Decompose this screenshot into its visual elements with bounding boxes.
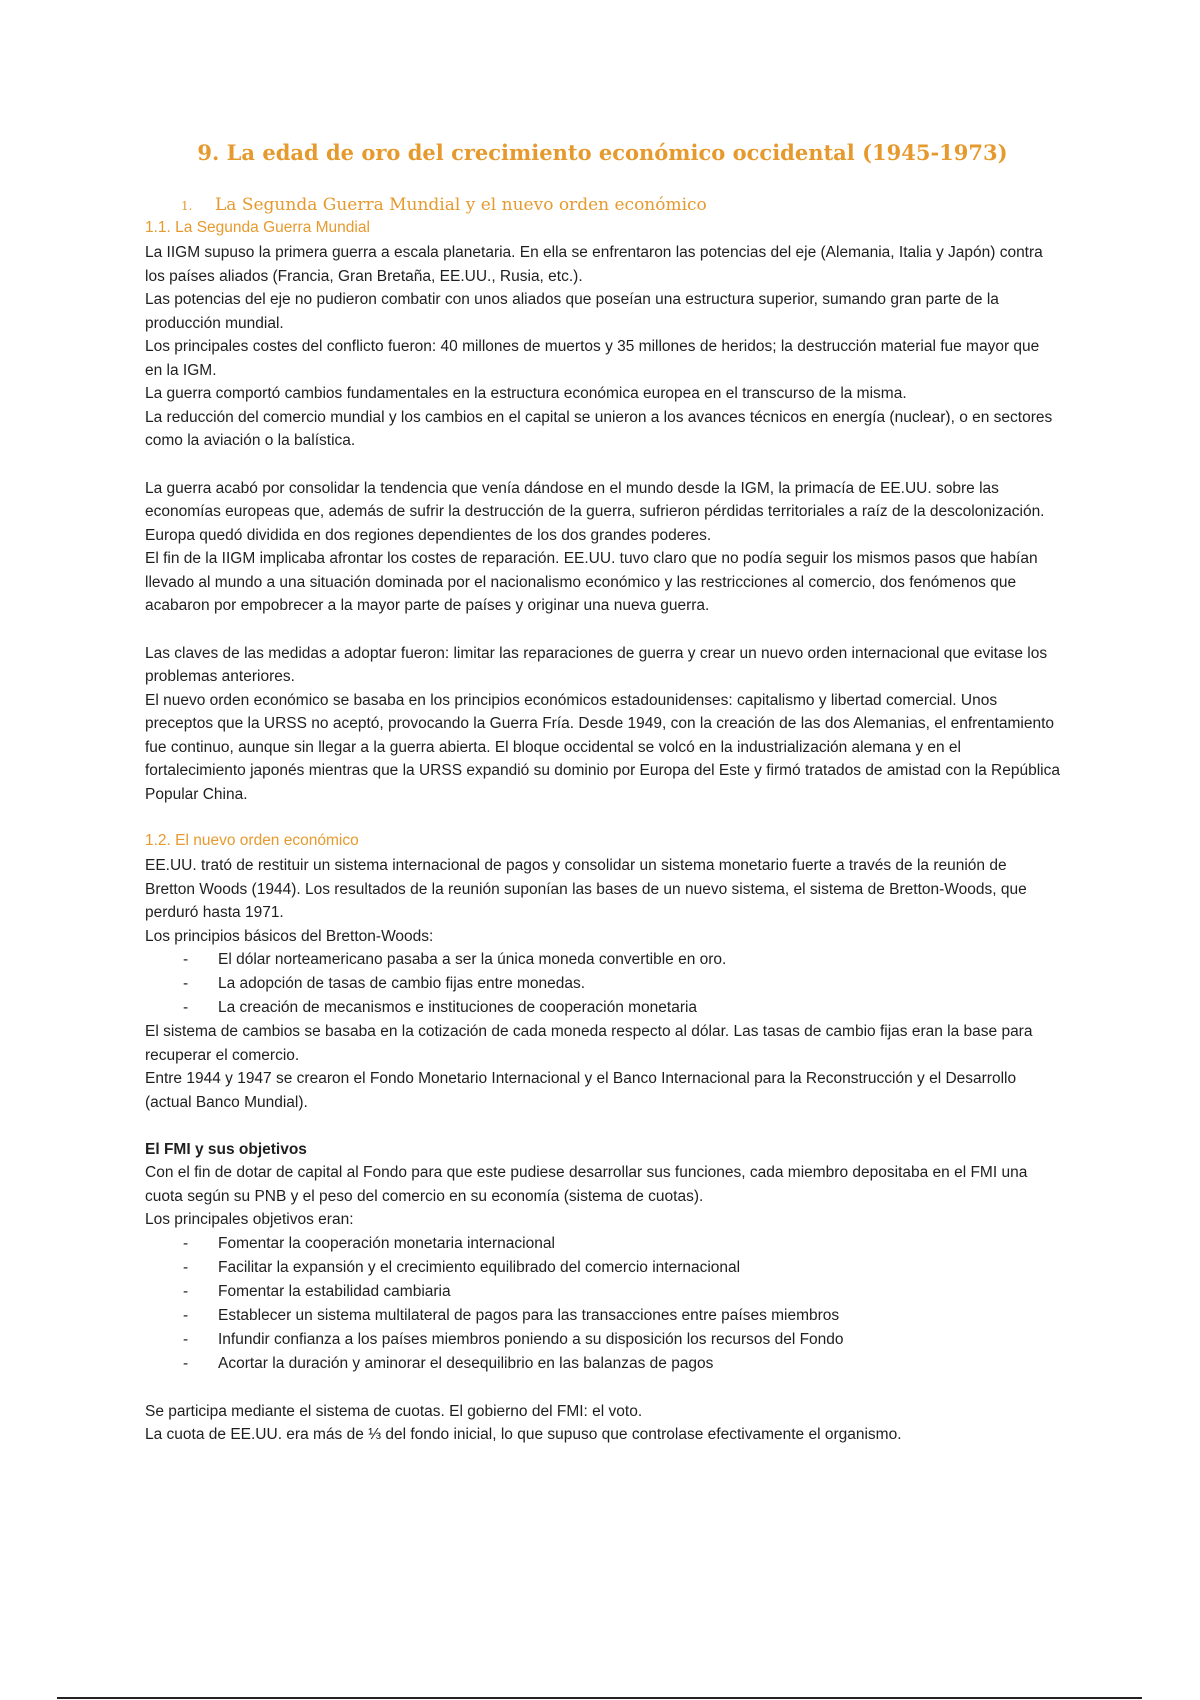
list-item: - Fomentar la cooperación monetaria internacional [145,1232,1060,1256]
list-item: - La creación de mecanismos e instituciones de cooperación monetaria [145,996,1060,1020]
section-number: 1. [181,199,193,213]
paragraph: La reducción del comercio mundial y los cambios en el capital se unieron a los avances técnicos en energía (nuclear), o en sectores como la aviación o la balística. [145,408,1053,449]
list-item: - Establecer un sistema multilateral de pagos para las transacciones entre países miembros [145,1304,1060,1328]
paragraph: Se participa mediante el sistema de cuotas. El gobierno del FMI: el voto. [145,1402,643,1420]
principles-list [145,948,1060,1020]
list-item: - Acortar la duración y aminorar el desequilibrio en las balanzas de pagos [145,1352,1060,1376]
list-item: - Facilitar la expansión y el crecimiento equilibrado del comercio internacional [145,1256,1060,1280]
paragraph: El nuevo orden económico se basaba en los principios económicos estadounidenses: capitalismo y libertad comercial. Unos preceptos que la URSS no aceptó, provocando la Guerra Fría. Desde 1949, con la creación de las dos Alemanias, el enfrentamiento fue continuo, aunque sin llegar a la guerra abierta. El bloque occidental se volcó en la industrialización alemana y en el fortalecimiento japonés mientras que la URSS expandió su dominio por Europa del Este y firmó tratados de amistad con la República Popular China. [145,691,1060,803]
paragraph: Con el fin de dotar de capital al Fondo para que este pudiese desarrollar sus funciones, cada miembro depositaba en el FMI una cuota según su PNB y el peso del comercio en su economía (sistema de cuotas). [145,1164,1028,1205]
paragraph: La cuota de EE.UU. era más de ⅓ del fondo inicial, lo que supuso que controlase efectivamente el organismo. [145,1426,902,1443]
list-item: - La adopción de tasas de cambio fijas entre monedas. [145,972,1060,996]
subsection-heading-1-2: 1.2. El nuevo orden económico [145,832,359,849]
section-heading-text: La Segunda Guerra Mundial y el nuevo orden económico [215,195,707,215]
list-item: - El dólar norteamericano pasaba a ser la única moneda convertible en oro. [145,948,1060,972]
paragraph: La guerra acabó por consolidar la tendencia que venía dándose en el mundo desde la IGM, la primacía de EE.UU. sobre las economías europeas que, además de sufrir la destrucción de la guerra, sufrieron pérdidas territoriales a raíz de la descolonización. Europa quedó dividida en dos regiones dependientes de los dos grandes poderes. [145,479,1045,544]
document-title: 9. La edad de oro del crecimiento económico occidental (1945-1973) [197,140,1008,165]
fmi-heading: El FMI y sus objetivos [145,1141,307,1158]
list-item: - Infundir confianza a los países miembros poniendo a su disposición los recursos del Fondo [145,1328,1060,1352]
paragraph: Las claves de las medidas a adoptar fueron: limitar las reparaciones de guerra y crear un nuevo orden internacional que evitase los problemas anteriores. [145,644,1048,685]
paragraph: EE.UU. trató de restituir un sistema internacional de pagos y consolidar un sistema monetario fuerte a través de la reunión de Bretton Woods (1944). Los resultados de la reunión suponían las bases de un nuevo sistema, el sistema de Bretton-Woods, que perduró hasta 1971. [145,857,1027,921]
paragraph: Los principales costes del conflicto fueron: 40 millones de muertos y 35 millones de heridos; la destrucción material fue mayor que en la IGM. [145,338,1040,379]
objectives-list [145,1232,1060,1376]
paragraph: Entre 1944 y 1947 se crearon el Fondo Monetario Internacional y el Banco Internacional para la Reconstrucción y el Desarrollo (actual Banco Mundial). [145,1070,1017,1111]
paragraph: Los principales objetivos eran: [145,1211,354,1228]
paragraph: La guerra comportó cambios fundamentales en la estructura económica europea en el transcurso de la misma. [145,385,907,402]
paragraph: El fin de la IIGM implicaba afrontar los costes de reparación. EE.UU. tuvo claro que no podía seguir los mismos pasos que habían llevado al mundo a una situación dominada por el nacionalismo económico y las restricciones al comercio, dos fenómenos que acabaron por empobrecer a la mayor parte de países y originar una nueva guerra. [145,550,1038,614]
paragraph: La IIGM supuso la primera guerra a escala planetaria. En ella se enfrentaron las potencias del eje (Alemania, Italia y Japón) contra los países aliados (Francia, Gran Bretaña, EE.UU., Rusia, etc.). [145,244,1043,285]
list-item: - Fomentar la estabilidad cambiaria [145,1280,1060,1304]
document-page [145,140,1060,1447]
subsection-heading-1-1: 1.1. La Segunda Guerra Mundial [145,219,370,236]
paragraph: Las potencias del eje no pudieron combatir con unos aliados que poseían una estructura superior, sumando gran parte de la producción mundial. [145,291,999,332]
footer-divider [57,1697,1142,1699]
paragraph: El sistema de cambios se basaba en la cotización de cada moneda respecto al dólar. Las tasas de cambio fijas eran la base para recuperar el comercio. [145,1023,1033,1064]
section-heading [145,195,1060,215]
paragraph: Los principios básicos del Bretton-Woods: [145,927,434,945]
